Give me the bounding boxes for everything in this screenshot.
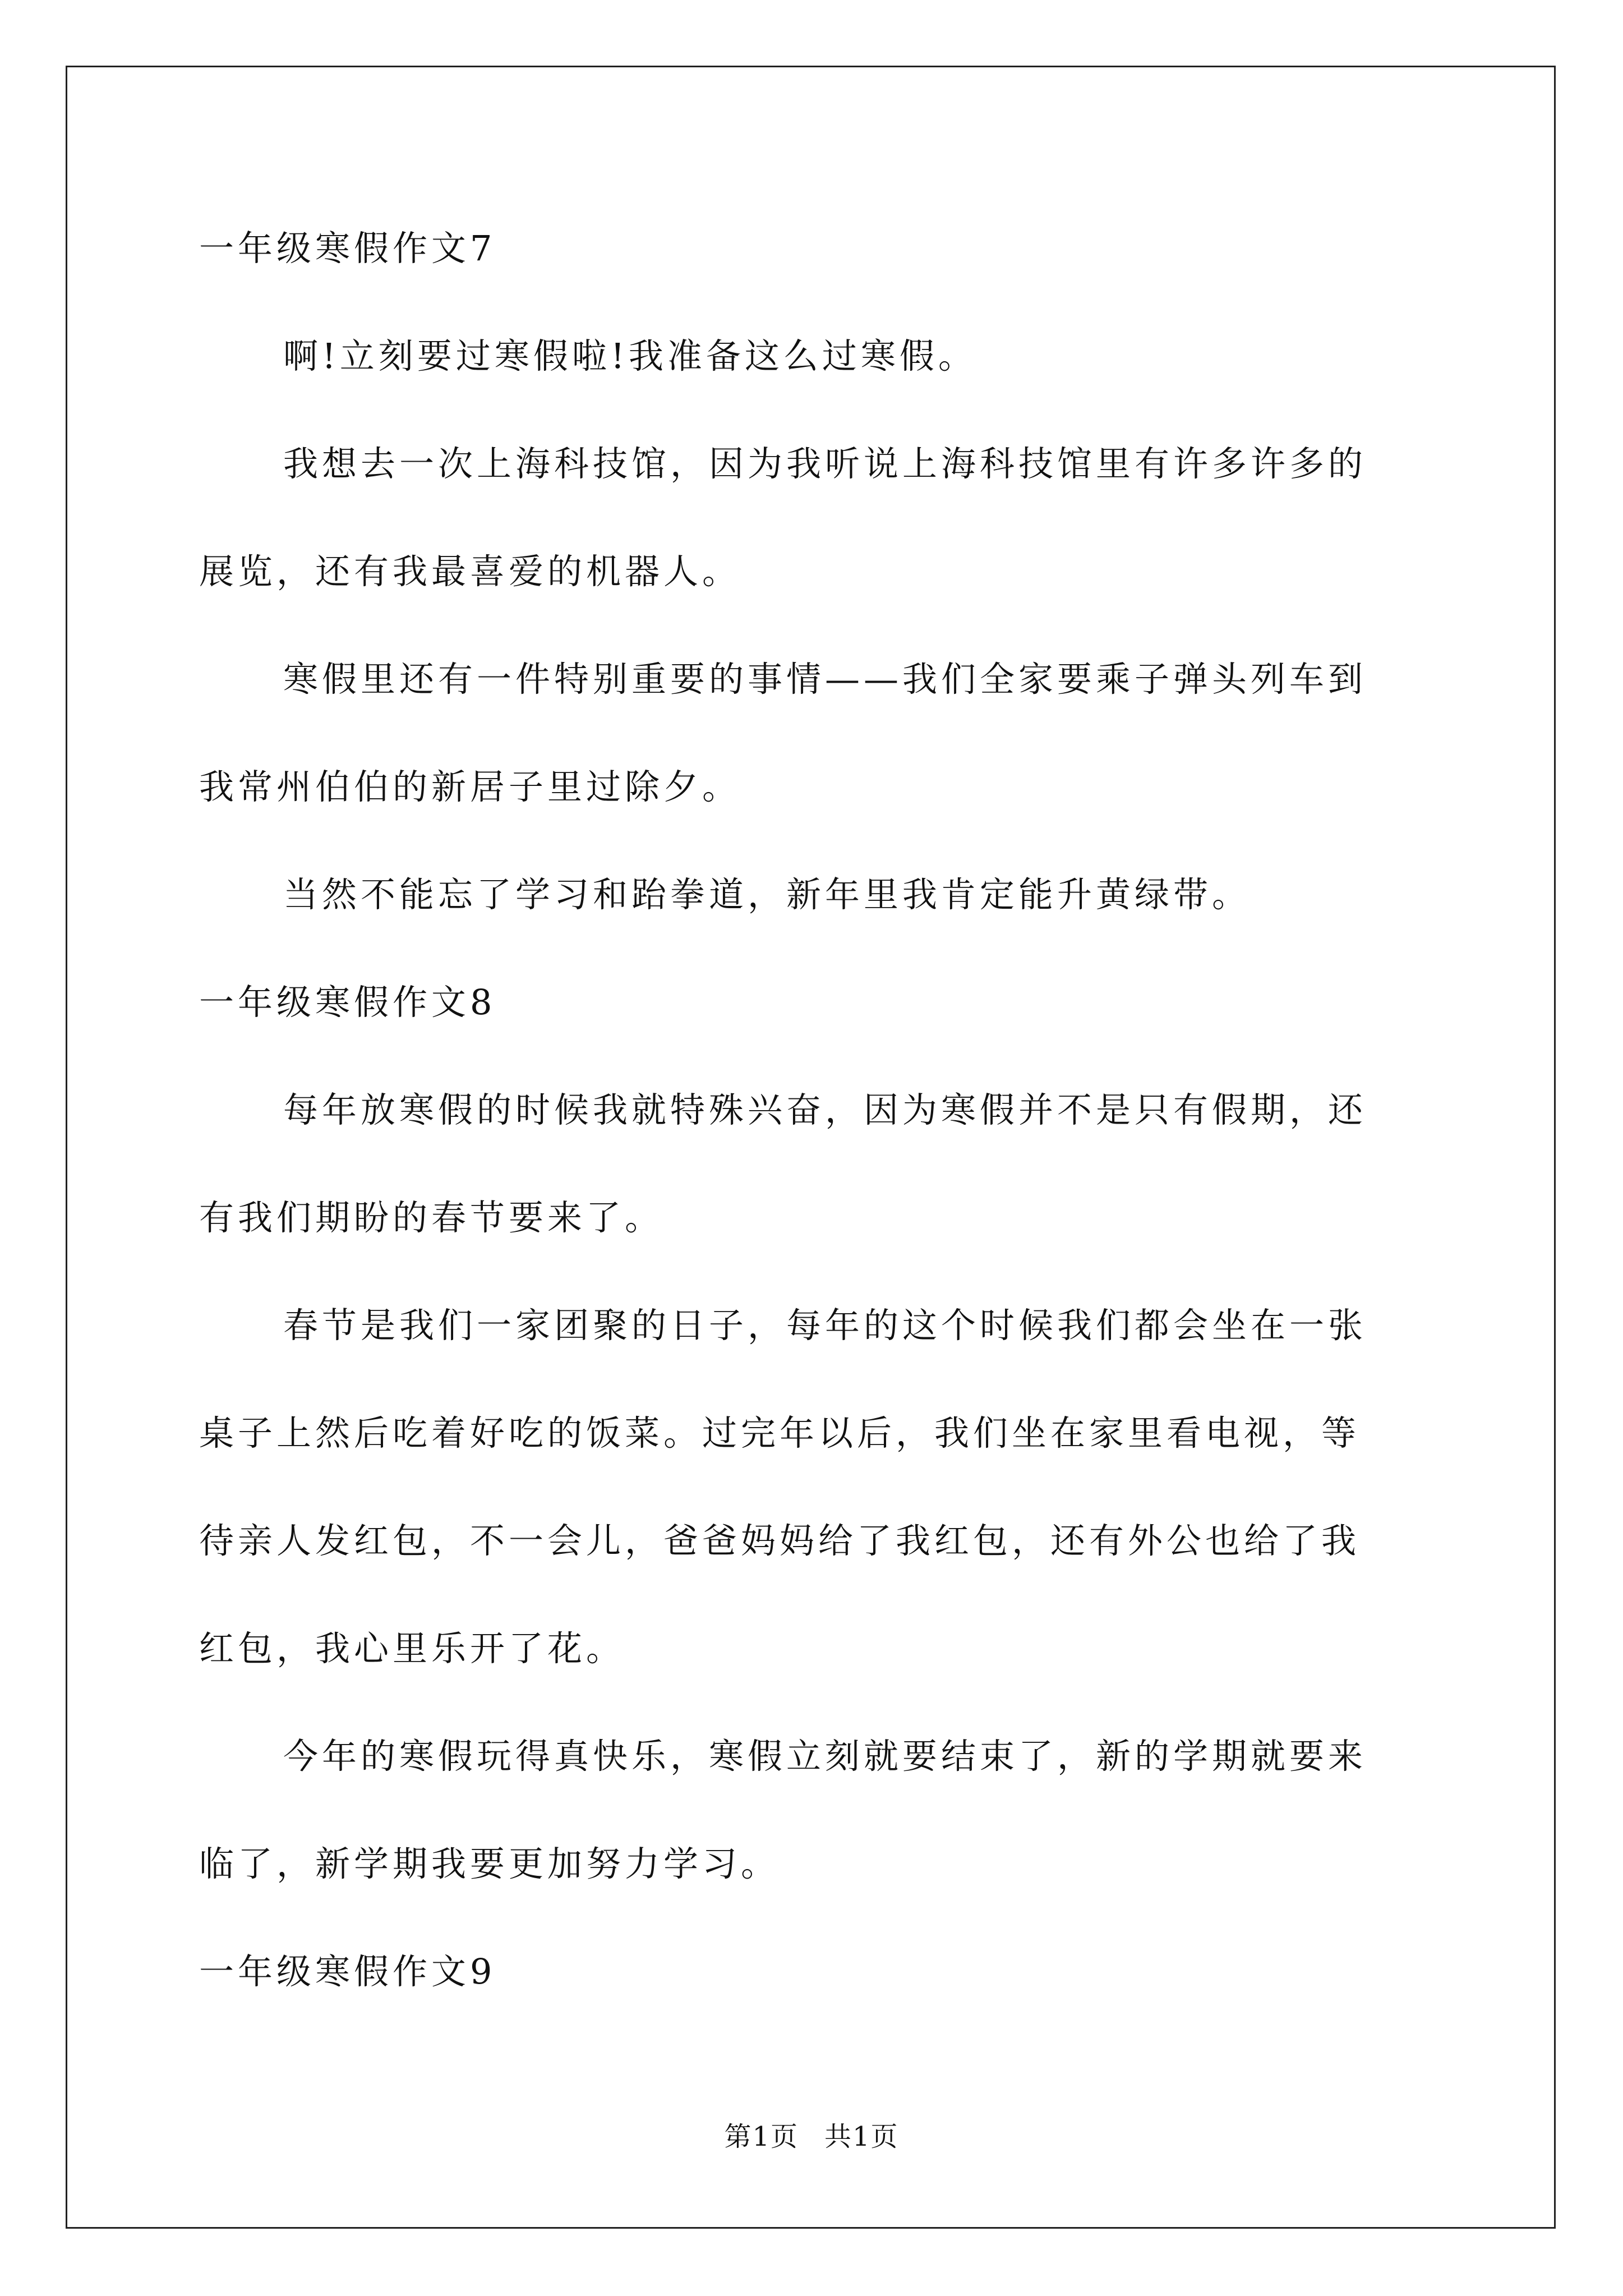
paragraph-line: 寒假里还有一件特别重要的事情——我们全家要乘子弹头列车到 (283, 659, 1367, 700)
paragraph-line: 我常州伯伯的新居子里过除夕。 (199, 766, 741, 807)
paragraph-line: 红包，我心里乐开了花。 (199, 1628, 625, 1669)
page-footer (0, 2115, 1623, 2154)
page-number: 第1页 (724, 2121, 799, 2152)
paragraph-line: 今年的寒假玩得真快乐，寒假立刻就要结束了，新的学期就要来 (283, 1736, 1367, 1777)
paragraph-line: 我想去一次上海科技馆，因为我听说上海科技馆里有许多许多的 (283, 443, 1367, 484)
document-body (199, 222, 1435, 1999)
section-heading: 一年级寒假作文7 (199, 228, 496, 269)
paragraph-line: 展览，还有我最喜爱的机器人。 (199, 551, 741, 592)
paragraph-line: 当然不能忘了学习和跆拳道，新年里我肯定能升黄绿带。 (283, 874, 1251, 915)
paragraph-line: 春节是我们一家团聚的日子，每年的这个时候我们都会坐在一张 (283, 1305, 1367, 1346)
paragraph-line: 临了，新学期我要更加努力学习。 (199, 1843, 780, 1884)
paragraph-line: 桌子上然后吃着好吃的饭菜。过完年以后，我们坐在家里看电视，等 (199, 1412, 1361, 1453)
paragraph-line: 每年放寒假的时候我就特殊兴奋，因为寒假并不是只有假期，还 (283, 1089, 1367, 1130)
paragraph-line: 有我们期盼的春节要来了。 (199, 1197, 664, 1238)
paragraph-line: 待亲人发红包，不一会儿，爸爸妈妈给了我红包，还有外公也给了我 (199, 1520, 1361, 1561)
section-heading: 一年级寒假作文8 (199, 982, 496, 1023)
paragraph-line: 啊!立刻要过寒假啦!我准备这么过寒假。 (283, 335, 977, 376)
section-heading: 一年级寒假作文9 (199, 1951, 496, 1992)
page-total: 共1页 (824, 2121, 899, 2152)
